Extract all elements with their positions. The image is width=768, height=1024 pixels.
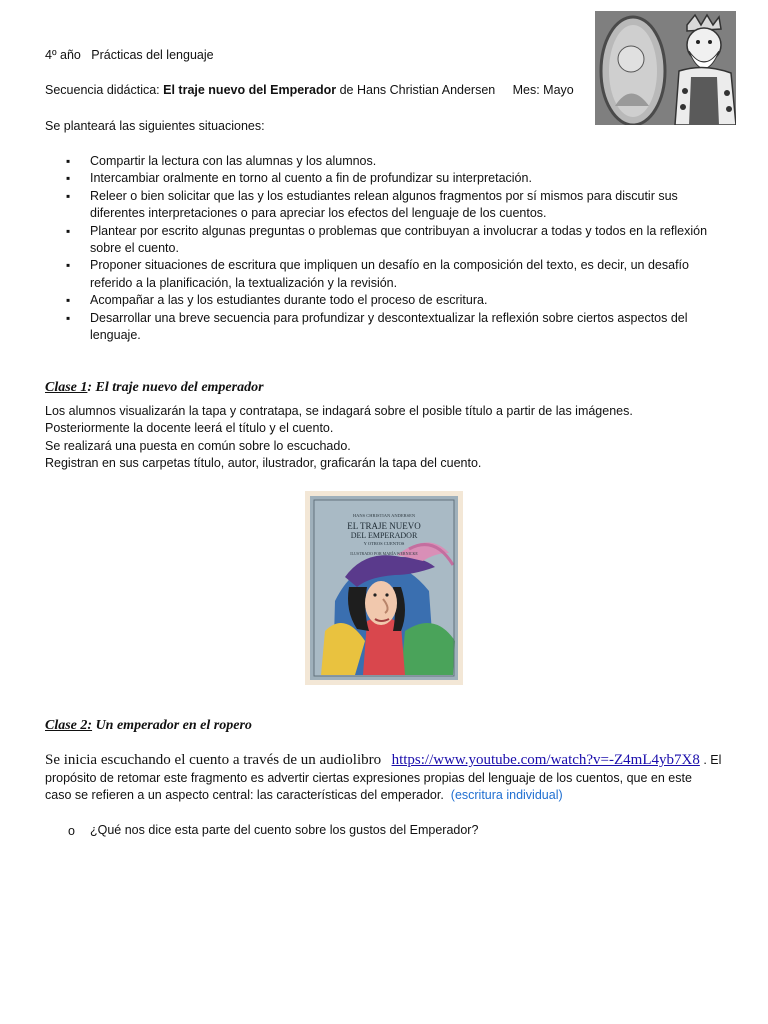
clase1-label: Clase 1 xyxy=(45,380,88,395)
clase2-after-link: . El xyxy=(699,753,722,767)
list-item: ▪ Compartir la lectura con las alumnas y los alumnos. xyxy=(66,153,726,170)
clase1-title: : El traje nuevo del emperador xyxy=(87,380,264,395)
clase1-line: Los alumnos visualizarán la tapa y contratapa, se indagará sobre el posible título a partir de las imágenes. xyxy=(45,404,633,418)
grade-subject-line xyxy=(45,47,214,64)
cover-title-line3: Y OTROS CUENTOS xyxy=(363,541,405,546)
intro-text: Se planteará las siguientes situaciones: xyxy=(45,119,265,133)
cover-title-line1: EL TRAJE NUEVO xyxy=(347,521,421,531)
clase2-line1 xyxy=(45,751,721,770)
clase1-heading xyxy=(45,379,264,396)
audiobook-link[interactable]: https://www.youtube.com/watch?v=-Z4mL4yb7X8 xyxy=(391,752,700,768)
question-text: ¿Qué nos dice esta parte del cuento sobre los gustos del Emperador? xyxy=(90,823,479,837)
cover-illustrator: ILUSTRADO POR MARÍA WERNICKE xyxy=(350,551,418,556)
sequence-label: Secuencia didáctica: xyxy=(45,83,160,97)
clase1-line: Se realizará una puesta en común sobre lo escuchado. xyxy=(45,438,351,453)
clase2-intro: Se inicia escuchando el cuento a través de un audiolibro xyxy=(45,752,382,768)
subject-label: Prácticas del lenguaje xyxy=(91,48,214,62)
sequence-line xyxy=(45,82,574,99)
list-item: ▪ Proponer situaciones de escritura que impliquen un desafío en la composición del texto, es decir, un desafío referido a la planificación, la textualización y la revisión. xyxy=(66,257,726,292)
list-item: ▪ Intercambiar oralmente en torno al cuento a fin de profundizar su interpretación. xyxy=(66,170,726,187)
writing-note: (escritura individual) xyxy=(450,788,563,802)
clase2-heading xyxy=(45,717,252,734)
month-label: Mes: Mayo xyxy=(512,83,574,97)
clase2-label: Clase 2: xyxy=(45,718,93,733)
question-marker: o xyxy=(68,824,75,838)
clase1-line: Posteriormente la docente leerá el título y el cuento. xyxy=(45,421,334,436)
cover-author: HANS CHRISTIAN ANDERSEN xyxy=(352,513,416,518)
emperor-illustration xyxy=(595,11,736,125)
clase1-line: Registran en sus carpetas título, autor, ilustrador, graficarán la tapa del cuento. xyxy=(45,456,482,471)
list-item: ▪ Desarrollar una breve secuencia para profundizar y descontextualizar la reflexión sobre ciertos aspectos del lenguaje. xyxy=(66,310,726,345)
list-item: ▪ Releer o bien solicitar que las y los estudiantes relean algunos fragmentos por sí mismos para discutir sus diferentes interpretaciones o para apreciar los efectos del lenguaje de los cuentos. xyxy=(66,188,726,223)
author-text: de Hans Christian Andersen xyxy=(339,83,496,97)
grade-label: 4º año xyxy=(45,48,81,62)
book-title: El traje nuevo del Emperador xyxy=(163,83,337,97)
clase2-line2: propósito de retomar este fragmento es advertir ciertas expresiones propias del lenguaje de los cuentos, que en este xyxy=(45,771,692,785)
clase2-line3 xyxy=(45,787,563,804)
clase2-title: Un emperador en el ropero xyxy=(92,718,252,733)
list-item: ▪ Plantear por escrito algunas preguntas o problemas que contribuyan a involucrar a todas y todos en la reflexión sobre el cuento. xyxy=(66,223,726,258)
situations-list xyxy=(66,153,726,344)
cover-title-line2: DEL EMPERADOR xyxy=(350,531,418,540)
list-item: ▪ Acompañar a las y los estudiantes durante todo el proceso de escritura. xyxy=(66,292,726,309)
book-cover-image xyxy=(305,491,463,685)
clase1-body xyxy=(45,403,633,473)
clase2-line3-text: caso se refieren a un aspecto central: las características del emperador. xyxy=(45,788,444,802)
